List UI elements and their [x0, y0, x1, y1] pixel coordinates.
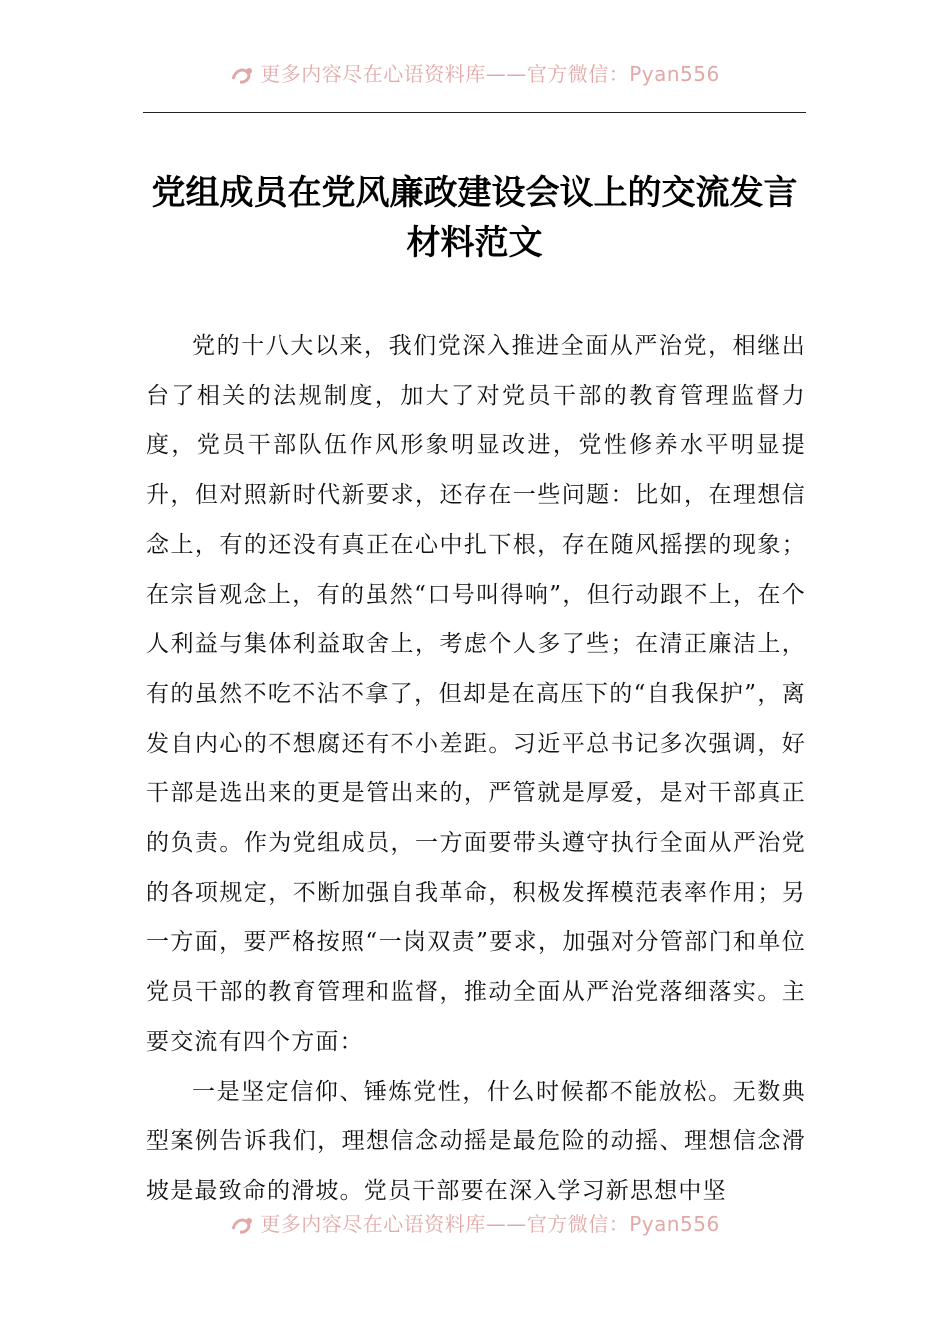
- document-body: [146, 322, 806, 1217]
- footer-watermark: [0, 1208, 950, 1237]
- header-watermark: [0, 58, 950, 87]
- logo-icon: [230, 65, 256, 87]
- paragraph: 党的十八大以来，我们党深入推进全面从严治党，相继出台了相关的法规制度，加大了对党员干部的教育管理监督力度，党员干部队伍作风形象明显改进，党性修养水平明显提升，但对照新时代新要求，还存在一些问题：比如，在理想信念上，有的还没有真正在心中扎下根，存在随风摇摆的现象；在宗旨观念上，有的虽然“口号叫得响”，但行动跟不上，在个人利益与集体利益取舍上，考虑个人多了些；在清正廉洁上，有的虽然不吃不沾不拿了，但却是在高压下的“自我保护”，离发自内心的不想腐还有不小差距。习近平总书记多次强调，好干部是选出来的更是管出来的，严管就是厚爱，是对干部真正的负责。作为党组成员，一方面要带头遵守执行全面从严治党的各项规定，不断加强自我革命，积极发挥模范表率作用；另一方面，要严格按照“一岗双责”要求，加强对分管部门和单位党员干部的教育管理和监督，推动全面从严治党落细落实。主要交流有四个方面：: [146, 333, 806, 1055]
- document-title: 党组成员在党风廉政建设会议上的交流发言材料范文: [151, 173, 798, 263]
- footer-watermark-text: 更多内容尽在心语资料库——官方微信：Pyan556: [260, 1212, 720, 1236]
- paragraph: 一是坚定信仰、锤炼党性，什么时候都不能放松。无数典型案例告诉我们，理想信念动摇是最危险的动摇、理想信念滑坡是最致命的滑坡。党员干部要在深入学习新思想中坚: [146, 1078, 806, 1204]
- header-divider: [143, 112, 806, 113]
- logo-icon: [230, 1215, 256, 1237]
- header-watermark-text: 更多内容尽在心语资料库——官方微信：Pyan556: [260, 62, 720, 86]
